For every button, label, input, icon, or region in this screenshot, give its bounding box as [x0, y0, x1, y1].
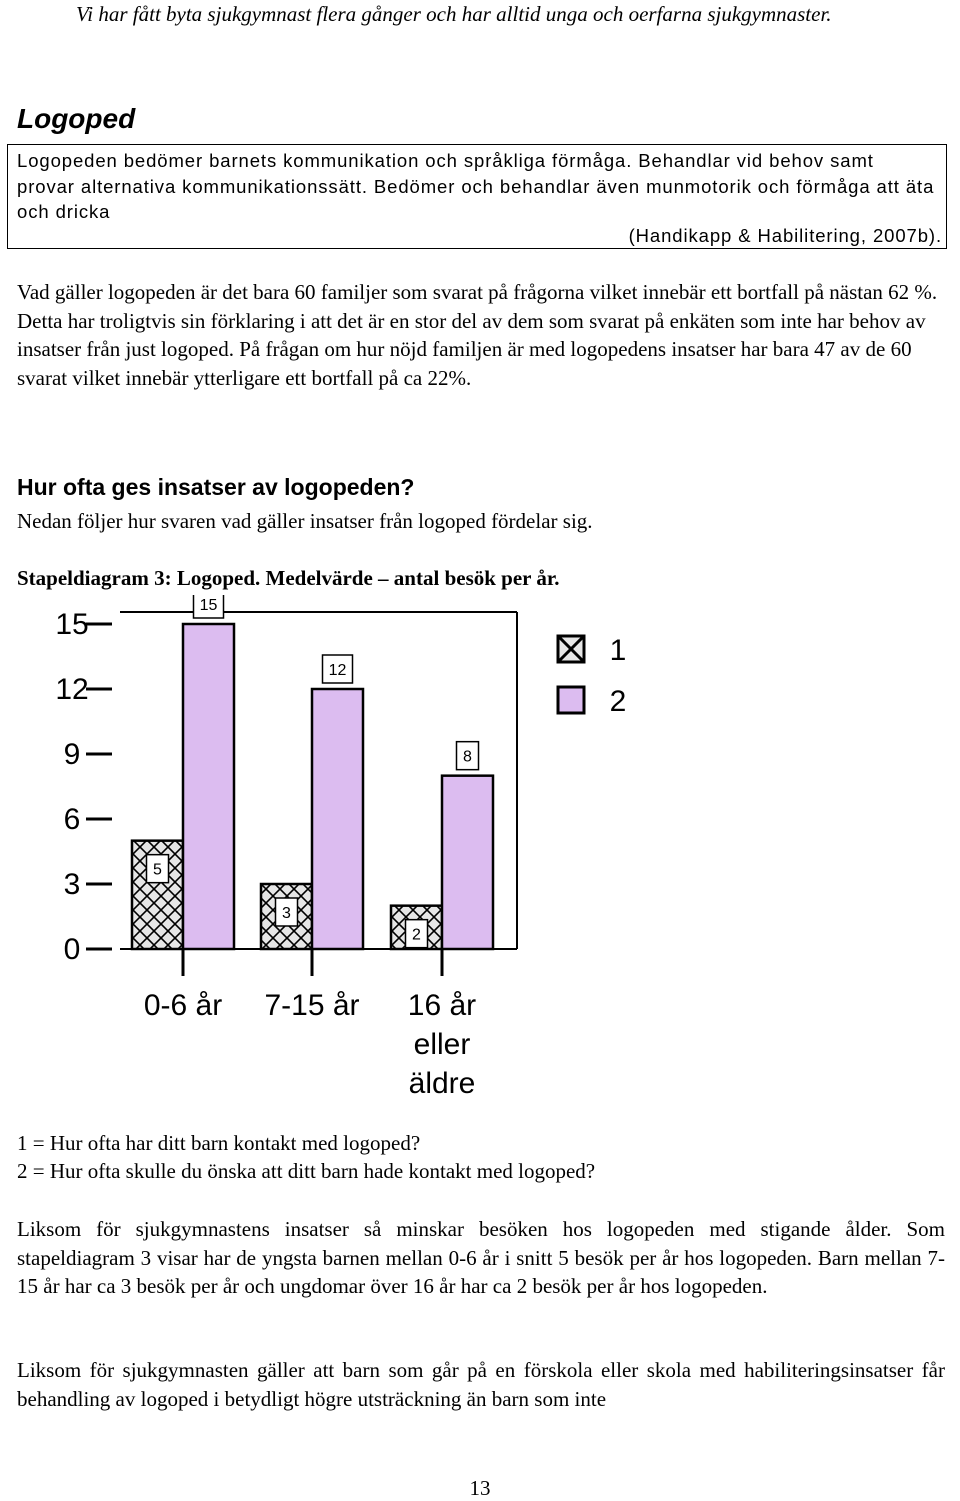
y-tick-label: 6 — [63, 803, 81, 836]
y-tick-label: 9 — [63, 738, 81, 771]
data-label: 2 — [412, 926, 421, 944]
y-tick-label: 12 — [55, 673, 89, 706]
data-label: 8 — [463, 748, 472, 766]
data-label: 12 — [328, 662, 347, 679]
y-tick-label: 0 — [63, 933, 81, 966]
paragraph-1: Vad gäller logopeden är det bara 60 familjer som svarat på frågorna vilket innebär ett bortfall på nästan 62 %. Detta har troligtvis sin förklaring i att det är en stor del av dem som svarat på enkäten som inte har behov av insatser från just logoped. På frågan om hur nöjd familjen är med logopedens insatser har bara 47 av de 60 svarat vilket innebär ytterligare ett bortfall på ca 22%. — [17, 280, 938, 390]
chart-note-1: 1 = Hur ofta har ditt barn kontakt med logoped? — [17, 1131, 421, 1155]
bar — [312, 689, 363, 949]
bar — [442, 776, 493, 949]
definition-citation: (Handikapp & Habilitering, 2007b). — [628, 225, 942, 246]
data-label: 15 — [199, 597, 218, 614]
paragraph-3: Liksom för sjukgymnasten gäller att barn som går på en förskola eller skola med habiliteringsinsatser får behandling av logoped i betydligt högre utsträckning än barn som inte — [17, 1358, 945, 1411]
y-tick-label: 3 — [63, 868, 81, 901]
legend-label: 2 — [609, 685, 627, 718]
data-label: 5 — [153, 861, 162, 879]
legend-label: 1 — [609, 634, 627, 667]
intro-text: Vi har fått byta sjukgymnast flera gånger och har alltid unga och oerfarna sjukgymnaster. — [76, 2, 832, 26]
x-tick-label: 0-6 år — [143, 989, 223, 1022]
section-heading: Logoped — [17, 103, 136, 134]
chart-title: Stapeldiagram 3: Logoped. Medelvärde – antal besök per år. — [17, 566, 560, 590]
data-label: 3 — [282, 905, 291, 922]
definition-text: Logopeden bedömer barnets kommunikation och språkliga förmåga. Behandlar vid behov samt provar alternativa kommunikationssätt. Bedömer och behandlar även munmotorik och förmåga att äta och dricka — [17, 150, 935, 222]
chart-note-2: 2 = Hur ofta skulle du önska att ditt barn hade kontakt med logoped? — [17, 1159, 596, 1183]
bar — [183, 624, 234, 949]
subheading: Hur ofta ges insatser av logopeden? — [17, 474, 415, 500]
x-tick-label: 7-15 år — [264, 989, 360, 1022]
y-tick-label: 15 — [55, 608, 89, 641]
x-tick-label: eller — [413, 1028, 471, 1061]
x-tick-label: 16 år — [407, 989, 477, 1022]
chart-intro: Nedan följer hur svaren vad gäller insatser från logoped fördelar sig. — [17, 509, 593, 533]
legend-swatch — [558, 687, 584, 713]
bar-chart — [0, 595, 960, 1115]
x-tick-label: äldre — [408, 1067, 476, 1100]
page-number: 13 — [469, 1476, 491, 1500]
paragraph-2: Liksom för sjukgymnastens insatser så minskar besöken hos logopeden med stigande ålder. Som stapeldiagram 3 visar har de yngsta barnen mellan 0-6 år i snitt 5 besök per år hos logopeden. Barn mellan 7-15 år har ca 3 besök per år och ungdomar över 16 år har ca 2 besök per år hos logopeden. — [17, 1217, 945, 1298]
